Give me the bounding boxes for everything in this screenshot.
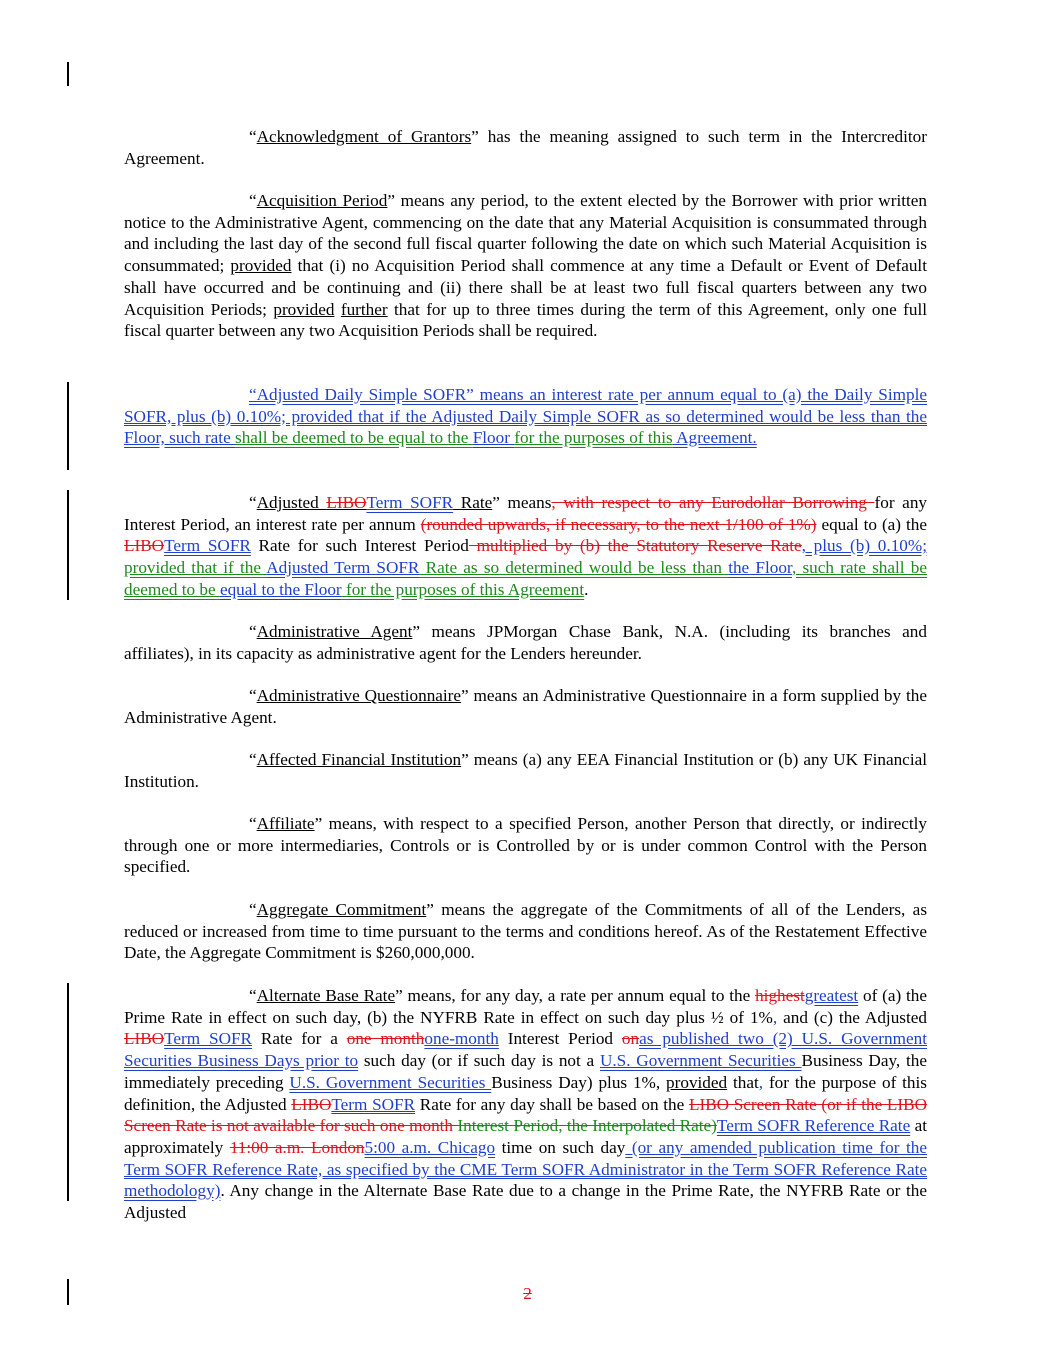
defined-term: Aggregate Commitment [256,900,427,919]
definition-acknowledgment-of-grantors: “Acknowledgment of Grantors” has the meaning assigned to such term in the Intercreditor Agreement. [124,127,927,168]
change-bar [67,382,69,470]
deleted-text: LIBO [326,493,367,512]
defined-term: Acquisition Period [256,191,388,210]
definition-administrative-questionnaire: “Administrative Questionnaire” means an Administrative Questionnaire in a form supplied by the Administrative Agent. [124,686,927,727]
change-bar [67,62,69,86]
moved-deleted-text: Interest Period, the Interpolated Rate) [457,1116,717,1136]
defined-term: Adjusted LIBOTerm SOFR Rate [256,493,493,512]
defined-term: Administrative Agent [256,622,413,641]
inserted-text: “Adjusted Daily Simple SOFR” means an interest rate per annum equal to (a) the Daily Simple SOFR, plus (b) 0.10%; provided that if the Adjusted Daily Simple SOFR as so determined would be less than the Floor, such rate [124,385,927,448]
moved-text: shall be deemed to be equal to the [235,428,473,448]
change-bar [67,490,69,600]
defined-term: Acknowledgment of Grantors [256,127,472,146]
defined-term: Alternate Base Rate [256,986,396,1005]
definition-affiliate: “Affiliate” means, with respect to a specified Person, another Person that directly, or indirectly through one or more intermediaries, Controls or is Controlled by or is under common Control with the Person specified. [124,814,927,877]
definition-alternate-base-rate: “Alternate Base Rate” means, for any day, a rate per annum equal to the highestgreatest of (a) the Prime Rate in effect on such day, (b) the NYFRB Rate in effect on such day plus ½ of 1%, and (c) the Adjusted LIBOTerm SOFR Rate for a one monthone-month Interest Period onas published two (2) U.S. Government Securities Business Days prior to such day (or if such day is not a U.S. Government Securities Business Day, the immediately preceding U.S. Government Securities Business Day) plus 1%, provided that, for the purpose of this definition, the Adjusted LIBOTerm SOFR Rate for any day shall be based on the LIBO Screen Rate (or if the LIBO Screen Rate is not available for such one month Interest Period, the Interpolated Rate)Term SOFR Reference Rate at approximately 11:00 a.m. London5:00 a.m. Chicago time on such day (or any amended publication time for the Term SOFR Reference Rate, as specified by the CME Term SOFR Administrator in the Term SOFR Reference Rate methodology). Any change in the Alternate Base Rate due to a change in the Prime Rate, the NYFRB Rate or the Adjusted [124,986,927,1223]
definition-aggregate-commitment: “Aggregate Commitment” means the aggregate of the Commitments of all of the Lenders, as reduced or increased from time to time pursuant to the terms and conditions hereof. As of the Restatement Effective Date, the Aggregate Commitment is $260,000,000. [124,900,928,963]
inserted-text: greatest [804,986,859,1005]
deleted-text: highest [755,986,805,1005]
change-bar [67,983,69,1201]
definition-adjusted-daily-simple-sofr: “Adjusted Daily Simple SOFR” means an interest rate per annum equal to (a) the Daily Simple SOFR, plus (b) 0.10%; provided that if the Adjusted Daily Simple SOFR as so determined would be less than the Floor, such rate shall be deemed to be equal to the Floor for the purposes of this Agreement. [124,385,927,448]
inserted-text: Term SOFR [366,493,454,512]
definition-administrative-agent: “Administrative Agent” means JPMorgan Chase Bank, N.A. (including its branches and affiliates), in its capacity as administrative agent for the Lenders hereunder. [124,622,927,663]
defined-term: Affected Financial Institution [256,750,462,769]
defined-term: Affiliate [256,814,315,833]
definition-affected-financial-institution: “Affected Financial Institution” means (a) any EEA Financial Institution or (b) any UK Financial Institution. [124,750,927,791]
definition-acquisition-period: “Acquisition Period” means any period, to the extent elected by the Borrower with prior written notice to the Administrative Agent, commencing on the date that any Material Acquisition is consummated through and including the last day of the second full fiscal quarter following the date on which such Material Acquisition is consummated; provided that (i) no Acquisition Period shall commence at any time a Default or Event of Default shall have occurred and be continuing and (ii) there shall be at least two full fiscal quarters between any two Acquisition Periods; provided further that for up to three times during the term of this Agreement, only one full fiscal quarter between any two Acquisition Periods shall be required. [124,191,928,341]
defined-term: Administrative Questionnaire [256,686,462,705]
page-number: 2 [523,1284,532,1303]
definition-adjusted-term-sofr-rate: “Adjusted LIBOTerm SOFR Rate” means, with respect to any Eurodollar Borrowing for any Interest Period, an interest rate per annum (rounded upwards, if necessary, to the next 1/100 of 1%) equal to (a) the LIBOTerm SOFR Rate for such Interest Period multiplied by (b) the Statutory Reserve Rate, plus (b) 0.10%; provided that if the Adjusted Term SOFR Rate as so determined would be less than the Floor, such rate shall be deemed to be equal to the Floor for the purposes of this Agreement. [124,493,928,599]
